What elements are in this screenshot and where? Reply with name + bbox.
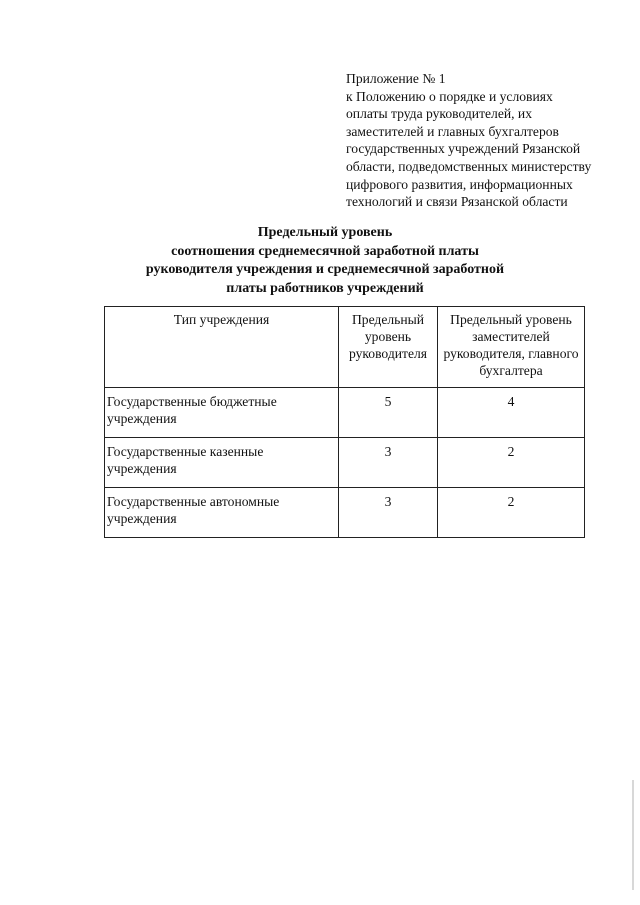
header-head-level: Предельный уровень руководителя bbox=[339, 307, 438, 388]
head-level-cell: 3 bbox=[339, 438, 438, 488]
table-row bbox=[105, 438, 585, 488]
table-header-row bbox=[105, 307, 585, 388]
deputy-level-cell: 4 bbox=[438, 388, 585, 438]
header-institution-type: Тип учреждения bbox=[105, 307, 339, 388]
institution-type-cell: Государственные казенные учреждения bbox=[105, 438, 339, 488]
title-line: платы работников учреждений bbox=[226, 280, 424, 296]
deputy-level-cell: 2 bbox=[438, 488, 585, 538]
appendix-line: области, подведомственных министерству bbox=[346, 158, 592, 174]
table-row bbox=[105, 388, 585, 438]
title-line: соотношения среднемесячной заработной платы bbox=[171, 243, 479, 259]
header-deputy-level: Предельный уровень заместителей руководителя, главного бухгалтера bbox=[438, 307, 585, 388]
document-title bbox=[100, 224, 550, 298]
head-level-cell: 3 bbox=[339, 488, 438, 538]
appendix-line: заместителей и главных бухгалтеров bbox=[346, 123, 559, 139]
appendix-line: государственных учреждений Рязанской bbox=[346, 141, 581, 157]
appendix-line: Приложение № 1 bbox=[346, 71, 446, 86]
title-line: руководителя учреждения и среднемесячной заработной bbox=[145, 262, 505, 277]
institution-type-cell: Государственные бюджетные учреждения bbox=[105, 388, 339, 438]
appendix-line: к Положению о порядке и условиях bbox=[346, 88, 553, 104]
appendix-line: цифрового развития, информационных bbox=[346, 176, 573, 192]
appendix-block bbox=[346, 70, 632, 211]
appendix-line: технологий и связи Рязанской области bbox=[346, 194, 568, 210]
head-level-cell: 5 bbox=[339, 388, 438, 438]
deputy-level-cell: 2 bbox=[438, 438, 585, 488]
table-row bbox=[105, 488, 585, 538]
institution-type-cell: Государственные автономные учреждения bbox=[105, 488, 339, 538]
salary-ratio-table bbox=[104, 306, 585, 538]
title-line: Предельный уровень bbox=[257, 225, 393, 240]
appendix-line: оплаты труда руководителей, их bbox=[346, 106, 533, 122]
scan-edge-mark bbox=[632, 780, 634, 890]
